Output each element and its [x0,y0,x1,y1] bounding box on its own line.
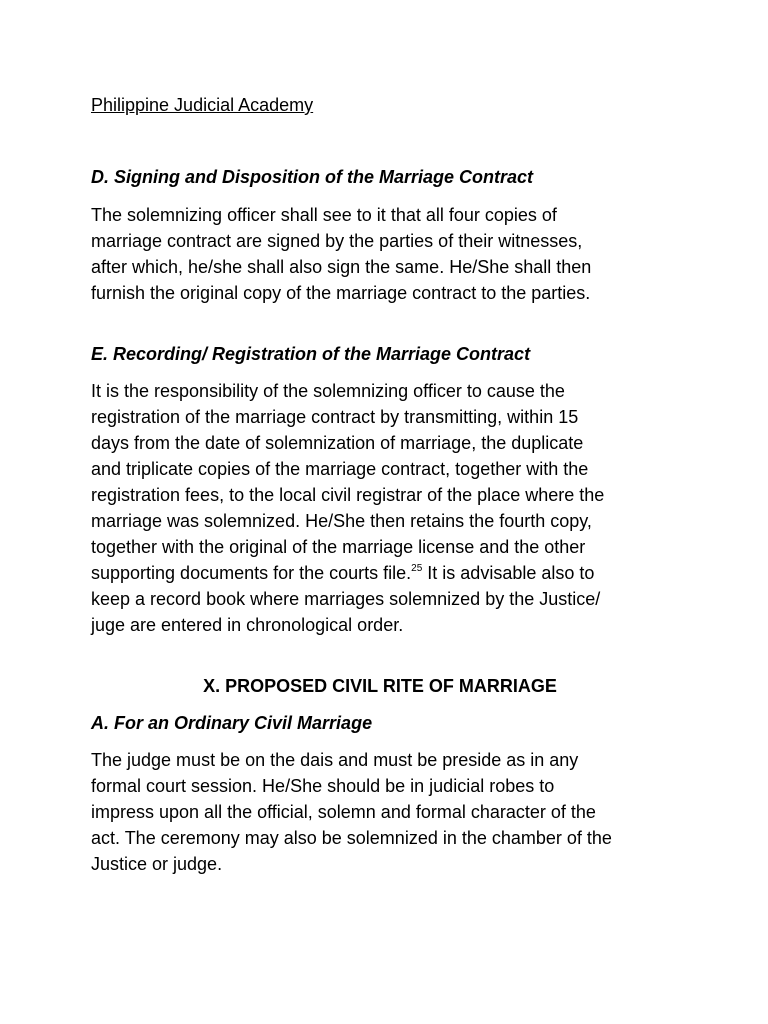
paragraph-line: The solemnizing officer shall see to it that all four copies of [91,205,557,225]
section-a-paragraph [91,747,691,877]
paragraph-line: formal court session. He/She should be in judicial robes to [91,776,555,796]
paragraph-line: furnish the original copy of the marriage contract to the parties. [91,283,591,303]
section-e-heading: E. Recording/ Registration of the Marriage Contract [91,344,531,364]
paragraph-line: and triplicate copies of the marriage contract, together with the [91,459,589,479]
paragraph-line: together with the original of the marriage license and the other [91,537,586,557]
paragraph-line: marriage was solemnized. He/She then retains the fourth copy, [91,511,592,531]
section-d-paragraph [91,202,691,306]
paragraph-line: after which, he/she shall also sign the same. He/She shall then [91,257,592,277]
section-d-heading: D. Signing and Disposition of the Marriage Contract [91,167,534,187]
part-x-heading: X. PROPOSED CIVIL RITE OF MARRIAGE [203,676,557,696]
footnote-reference[interactable]: 25 [411,563,423,574]
paragraph-line: Justice or judge. [91,854,223,874]
paragraph-line: The judge must be on the dais and must be preside as in any [91,750,579,770]
section-e-paragraph [91,378,691,638]
paragraph-line: marriage contract are signed by the parties of their witnesses, [91,231,583,251]
paragraph-line: act. The ceremony may also be solemnized in the chamber of the [91,828,612,848]
document-header: Philippine Judicial Academy [91,95,314,115]
document-page [91,92,691,877]
paragraph-line: days from the date of solemnization of marriage, the duplicate [91,433,584,453]
paragraph-line: keep a record book where marriages solemnized by the Justice/ [91,589,601,609]
paragraph-line: registration fees, to the local civil registrar of the place where the [91,485,605,505]
paragraph-line: impress upon all the official, solemn and formal character of the [91,802,596,822]
footnote-line-text-before: supporting documents for the courts file. [91,563,412,583]
paragraph-line: It is the responsibility of the solemnizing officer to cause the [91,381,565,401]
paragraph-line-with-footnote [91,560,691,586]
paragraph-line: registration of the marriage contract by transmitting, within 15 [91,407,579,427]
section-a-heading: A. For an Ordinary Civil Marriage [91,713,373,733]
footnote-line-text-after: It is advisable also to [422,563,595,583]
paragraph-line: juge are entered in chronological order. [91,615,404,635]
